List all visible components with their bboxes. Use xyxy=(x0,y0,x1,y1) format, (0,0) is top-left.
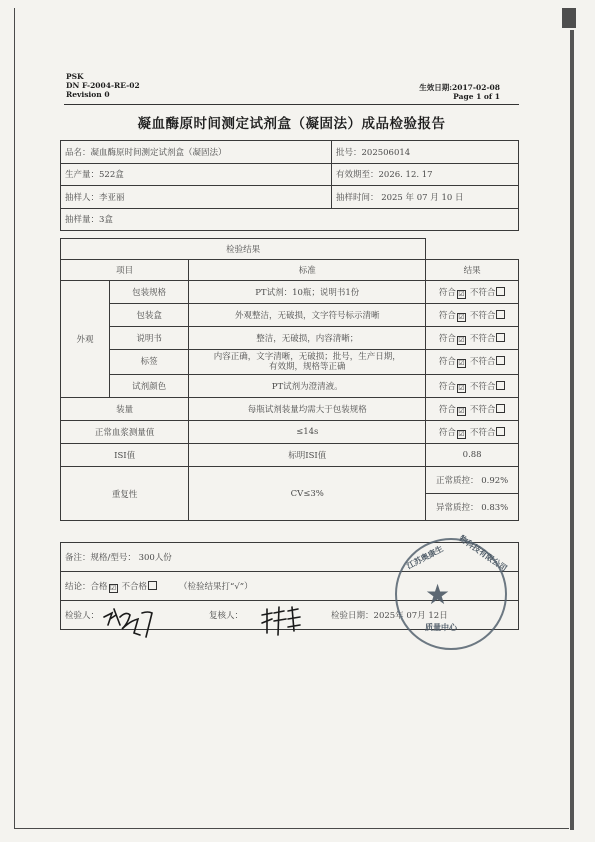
result-abnormal-control: 异常质控： 0.83% xyxy=(426,494,519,521)
conclusion-pass-checkbox: ☑ xyxy=(109,583,117,592)
standard-label: 内容正确，文字清晰，无破损；批号，生产日期， 有效期，规格等正确 xyxy=(189,350,426,375)
pass-checkbox: ☑ xyxy=(458,429,465,438)
fail-checkbox xyxy=(496,333,505,342)
page-edge-bottom xyxy=(14,828,569,829)
fail-checkbox xyxy=(496,356,505,365)
signature-row: 检验人： 复核人： 检验日期：2025年 07月 12日 xyxy=(61,601,519,630)
standard-normal-plasma: ≤14s xyxy=(189,421,426,444)
standard-loading: 每瓶试剂装量均需大于包装规格 xyxy=(189,398,426,421)
item-manual: 说明书 xyxy=(110,327,189,350)
fail-checkbox xyxy=(496,427,505,436)
sample-time: 抽样时间： 2025 年 07 月 10 日 xyxy=(332,186,519,209)
standard-box: 外观整洁，无破损，文字符号标示清晰 xyxy=(189,304,426,327)
result-box: 符合 ☑ 不符合 xyxy=(426,304,519,327)
results-section-title: 检验结果 xyxy=(61,239,426,260)
standard-reagent-color: PT试剂为澄清液。 xyxy=(189,375,426,398)
item-normal-plasma: 正常血浆测量值 xyxy=(61,421,189,444)
fail-checkbox xyxy=(496,310,505,319)
page-edge-left xyxy=(14,8,15,828)
result-loading: 符合 ☑ 不符合 xyxy=(426,398,519,421)
item-loading: 装量 xyxy=(61,398,189,421)
report-title: 凝血酶原时间测定试剂盒（凝固法）成品检验报告 xyxy=(137,116,446,132)
doc-header-right xyxy=(419,83,500,101)
reviewer-signature xyxy=(258,605,302,637)
sampler: 抽样人：李亚丽 xyxy=(61,186,332,209)
item-label: 标签 xyxy=(110,350,189,375)
fail-checkbox xyxy=(496,404,505,413)
result-packaging-spec: 符合 ☑ 不符合 xyxy=(426,281,519,304)
result-label: 符合 ☑ 不符合 xyxy=(426,350,519,375)
item-repeatability: 重复性 xyxy=(61,467,189,521)
sample-quantity: 抽样量：3盒 xyxy=(61,208,519,231)
page-edge-corner xyxy=(562,8,576,28)
doc-header-left xyxy=(66,72,140,99)
seal-star-icon: ★ xyxy=(425,578,451,611)
item-isi: ISI值 xyxy=(61,444,189,467)
fail-checkbox xyxy=(496,381,505,390)
item-reagent-color: 试剂颜色 xyxy=(110,375,189,398)
pass-checkbox: ☑ xyxy=(458,383,465,392)
results-table xyxy=(60,238,519,521)
col-item: 项目 xyxy=(61,260,189,281)
company-code: PSK xyxy=(66,72,84,81)
item-box: 包装盒 xyxy=(110,304,189,327)
product-name: 品名：凝血酶原时间测定试剂盒（凝固法） xyxy=(61,141,332,164)
remark: 备注：规格/型号： 300人份 xyxy=(61,543,519,572)
standard-manual: 整洁，无破损，内容清晰； xyxy=(189,327,426,350)
expiry-date: 有效期至：2026. 12. 17 xyxy=(332,163,519,186)
result-normal-control: 正常质控： 0.92% xyxy=(426,467,519,494)
page-number: Page 1 of 1 xyxy=(453,92,500,101)
standard-isi: 标明ISI值 xyxy=(189,444,426,467)
col-result: 结果 xyxy=(426,260,519,281)
pass-checkbox: ☑ xyxy=(458,312,465,321)
standard-packaging-spec: PT试剂：10瓶；说明书1份 xyxy=(189,281,426,304)
seal-text-left: 江苏奥康生 xyxy=(404,543,445,571)
conclusion-fail-checkbox xyxy=(148,581,157,590)
revision: Revision 0 xyxy=(66,90,110,99)
fail-checkbox xyxy=(496,287,505,296)
pass-checkbox: ☑ xyxy=(458,335,465,344)
effective-date: 生效日期:2017-02-08 xyxy=(419,83,500,92)
header-divider xyxy=(64,104,519,105)
result-isi: 0.88 xyxy=(426,444,519,467)
pass-checkbox: ☑ xyxy=(458,406,465,415)
result-normal-plasma: 符合 ☑ 不符合 xyxy=(426,421,519,444)
appearance-label: 外观 xyxy=(61,281,110,398)
conclusion: 结论：合格 ☑ 不合格 （检验结果打“√”） xyxy=(61,572,519,601)
doc-number: DN F-2004-RE-02 xyxy=(66,81,140,90)
col-standard: 标准 xyxy=(189,260,426,281)
seal-text-right: 物科技有限公司 xyxy=(457,532,510,574)
seal-text-bottom: 质量中心 xyxy=(425,622,457,632)
result-manual: 符合 ☑ 不符合 xyxy=(426,327,519,350)
standard-repeatability: CV≤3% xyxy=(189,467,426,521)
pass-checkbox: ☑ xyxy=(458,289,465,298)
info-table xyxy=(60,140,519,231)
item-packaging-spec: 包装规格 xyxy=(110,281,189,304)
result-reagent-color: 符合 ☑ 不符合 xyxy=(426,375,519,398)
page-edge-right xyxy=(570,30,574,830)
pass-checkbox: ☑ xyxy=(458,359,465,367)
batch-number: 批号：202506014 xyxy=(332,141,519,164)
inspector-signature xyxy=(100,603,158,641)
production-quantity: 生产量：522盒 xyxy=(61,163,332,186)
